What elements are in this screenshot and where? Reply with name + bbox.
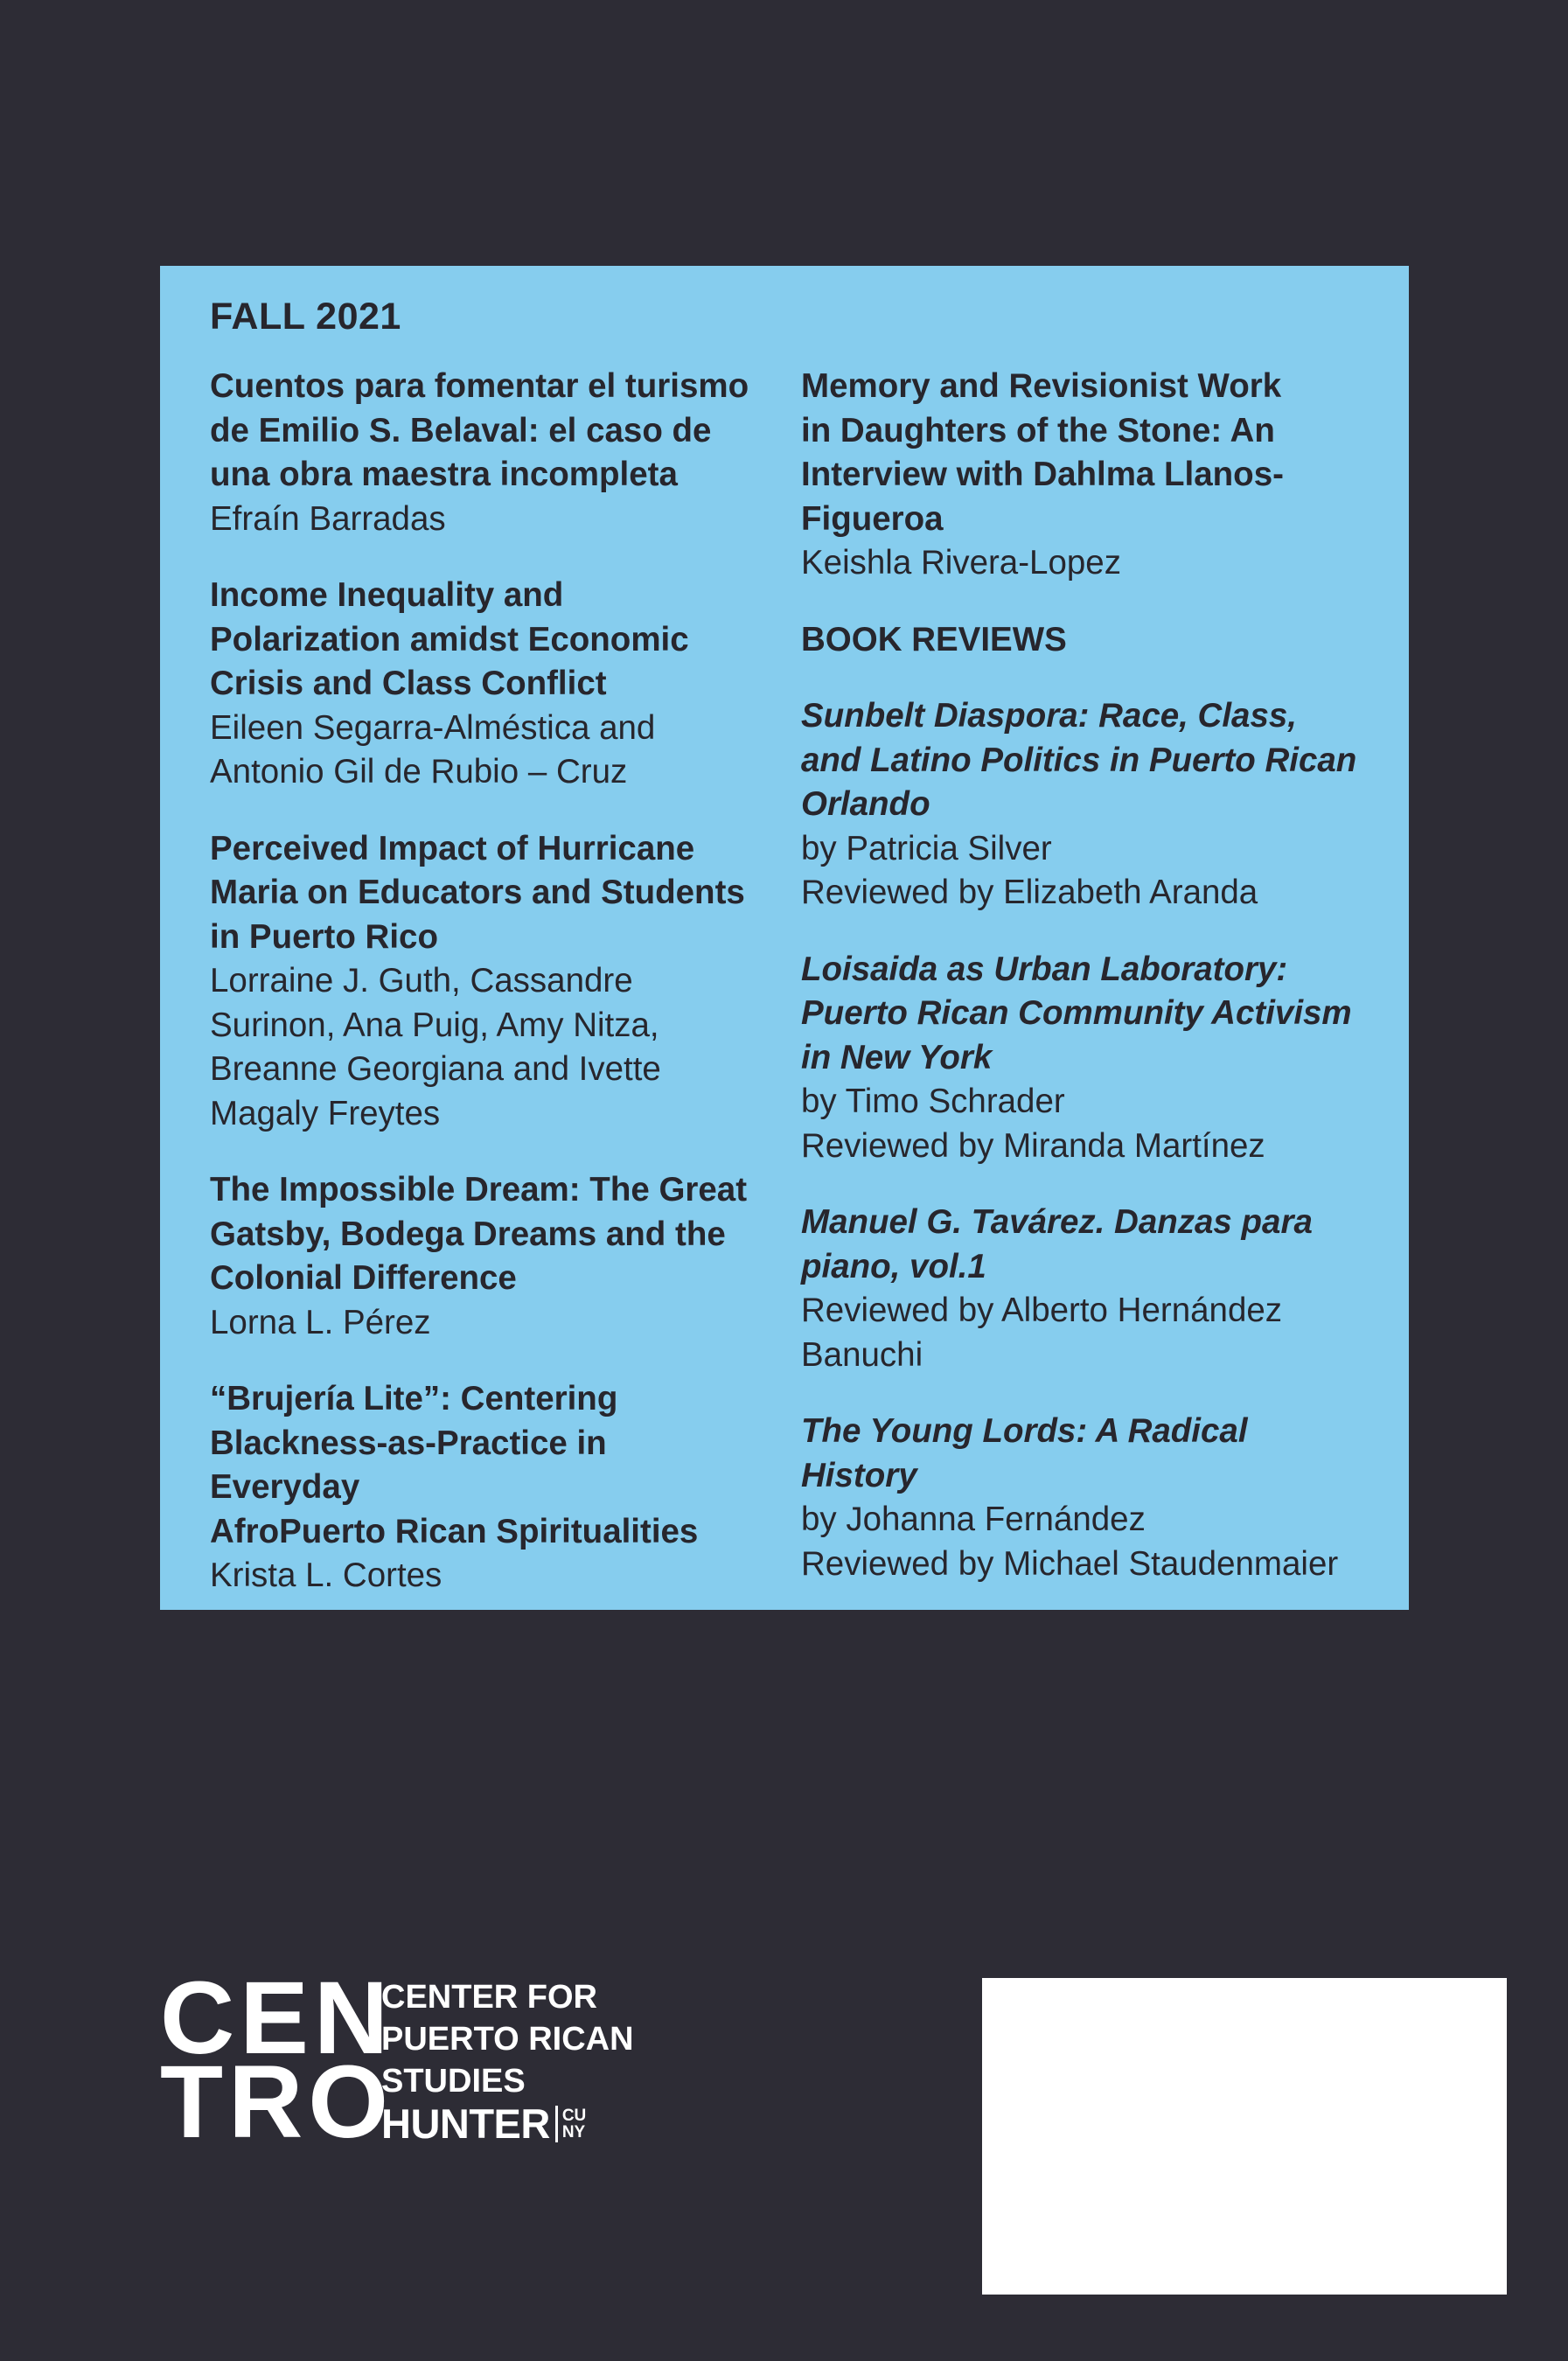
article-entry (210, 1377, 761, 1598)
hunter-cuny-logo (381, 2102, 589, 2146)
article-title: The Impossible Dream: The Great Gatsby, Bodega Dreams and the Colonial Difference (210, 1171, 748, 1298)
article-entry (210, 365, 761, 541)
book-review-credits: Reviewed by Alberto Hernández Banuchi (801, 1292, 1283, 1374)
article-author: Lorna L. Pérez (210, 1303, 431, 1341)
book-review-credits: by Johanna Fernández Reviewed by Michael Staudenmaier (801, 1501, 1339, 1583)
article-title: “Brujería Lite”: Centering Blackness-as-Practice in Everyday AfroPuerto Rican Spiritualities (210, 1380, 699, 1550)
hunter-wordmark: HUNTER (381, 2100, 550, 2147)
centro-logo (160, 1961, 650, 2160)
logo-subtitle: CENTER FOR PUERTO RICAN STUDIES (381, 1979, 634, 2100)
toc-right-column (801, 365, 1369, 1619)
article-author: Efraín Barradas (210, 499, 446, 538)
book-review-credits: by Patricia Silver Reviewed by Elizabeth Aranda (801, 829, 1258, 912)
article-title: Cuentos para fomentar el turismo de Emilio S. Belaval: el caso de una obra maestra incompleta (210, 367, 749, 494)
barcode-area (982, 1978, 1507, 2295)
article-title: Income Inequality and Polarization amidst Economic Crisis and Class Conflict (210, 576, 689, 703)
book-title: The Young Lords: A Radical History (801, 1412, 1248, 1494)
book-review-entry (801, 948, 1369, 1169)
interview-author: Keishla Rivera-Lopez (801, 544, 1121, 582)
article-author: Lorraine J. Guth, Cassandre Surinon, Ana Puig, Amy Nitza, Breanne Georgiana and Ivette Magaly Freytes (210, 962, 661, 1132)
table-of-contents (160, 266, 1409, 1610)
interview-entry (801, 365, 1369, 586)
book-reviews-heading: BOOK REVIEWS (801, 620, 1067, 658)
book-review-credits: by Timo Schrader Reviewed by Miranda Martínez (801, 1083, 1265, 1165)
article-entry (210, 827, 761, 1137)
book-title: Sunbelt Diaspora: Race, Class, and Latino Politics in Puerto Rican Orlando (801, 697, 1357, 824)
logo-divider (555, 2106, 558, 2142)
article-entry (210, 1168, 761, 1345)
book-title: Loisaida as Urban Laboratory: Puerto Rican Community Activism in New York (801, 950, 1352, 1076)
article-entry (210, 574, 761, 795)
logo-centro-bottom: TRO (160, 2044, 394, 2160)
book-review-entry (801, 694, 1369, 916)
article-author: Krista L. Cortes (210, 1557, 443, 1595)
cuny-wordmark: CU NY (561, 2107, 587, 2142)
toc-left-column (210, 365, 761, 1631)
interview-title: Memory and Revisionist Work in Daughters of the Stone: An Interview with Dahlma Llanos- Figueroa (801, 367, 1284, 538)
article-title: Perceived Impact of Hurricane Maria on Educators and Students in Puerto Rico (210, 829, 745, 956)
logo-centro-top: CEN (160, 1961, 394, 2076)
article-author: Eileen Segarra-Alméstica and Antonio Gil de Rubio – Cruz (210, 708, 656, 791)
issue-title: FALL 2021 (210, 296, 401, 338)
book-title: Manuel G. Tavárez. Danzas para piano, vol.1 (801, 1203, 1313, 1285)
book-review-entry (801, 1410, 1369, 1586)
book-review-entry (801, 1201, 1369, 1377)
